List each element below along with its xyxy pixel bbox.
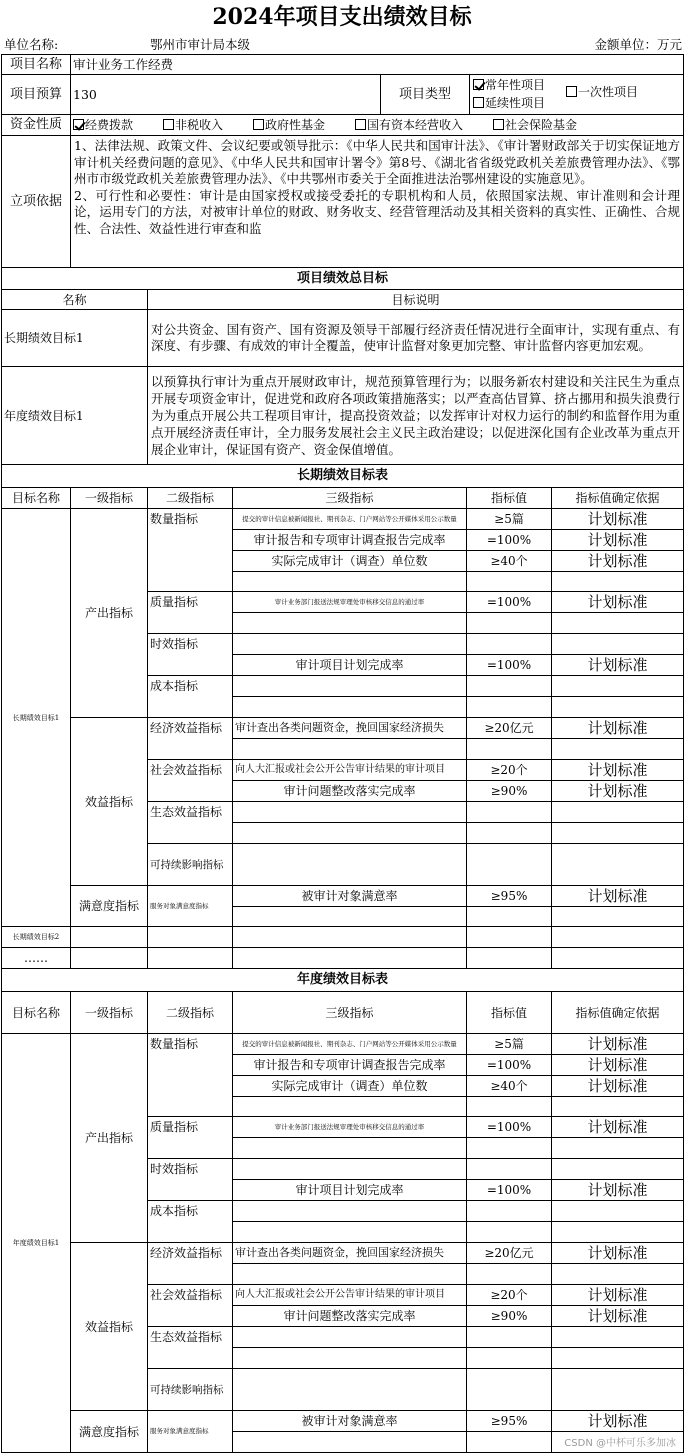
level3-public-report: 向人大汇报或社会公开公告审计结果的审计项目 — [233, 1285, 467, 1306]
level3-media-count: 提交的审计信息被新闻报社、期刊杂志、门户网站等公开媒体采用公示数量 — [233, 1034, 467, 1055]
overall-targets-table — [1, 267, 684, 465]
checkbox-icon — [493, 119, 504, 130]
basis-paragraph-1: 1、法律法规、政策文件、会议纪要或领导批示：《中华人民共和国审计法》、《审计署财政部关于切实保证地方审计机关经费问题的意见》、《中华人民共和国审计署令》第8号、《湖北省省级党政机关差旅费管理办法》、《鄂州市市级党政机关差旅费管理办法》、《中共鄂州市委关于全面推进法治鄂州建设的实施意见》。 — [74, 138, 681, 186]
long-target2-label: 长期绩效目标2 — [2, 927, 71, 948]
value-units-audited: ≥40个 — [467, 551, 552, 572]
amount-unit: 金额单位：万元 — [594, 37, 682, 52]
long-target1-label: 长期绩效目标1 — [2, 509, 71, 927]
long-table-title: 长期绩效目标表 — [2, 465, 684, 488]
col-level1: 一级指标 — [71, 992, 148, 1034]
value-rectification: ≥90% — [467, 781, 552, 802]
cost-indicator: 成本指标 — [148, 676, 233, 718]
fund-option-govfund[interactable]: 政府性基金 — [253, 117, 325, 133]
basis-plan: 计划标准 — [552, 718, 684, 739]
basis-plan: 计划标准 — [552, 551, 684, 572]
col-level1: 一级指标 — [71, 488, 148, 509]
type-option-onetime[interactable]: 一次性项目 — [566, 84, 638, 100]
col-level3: 三级指标 — [233, 488, 467, 509]
overall-col-desc: 目标说明 — [148, 290, 684, 310]
fund-nature-options — [71, 115, 684, 136]
cost-indicator: 成本指标 — [148, 1201, 233, 1243]
project-name-value: 审计业务工作经费 — [71, 55, 684, 75]
checkbox-checked-icon — [73, 119, 84, 130]
sustain-indicator: 可持续影响指标 — [148, 844, 233, 886]
value-plan-completion: =100% — [467, 655, 552, 676]
budget-value: 130 — [71, 75, 381, 115]
col-basis: 指标值确定依据 — [552, 488, 684, 509]
fund-option-appropriation[interactable]: 经费拨款 — [73, 117, 133, 133]
page-title: 2024年项目支出绩效目标 — [212, 4, 472, 30]
service-sat-indicator: 服务对象满意度指标 — [148, 886, 233, 927]
value-pass-rate: =100% — [467, 592, 552, 613]
level3-media-count: 提交的审计信息被新闻报社、期刊杂志、门户网站等公开媒体采用公示数量 — [233, 509, 467, 530]
basis-plan: 计划标准 — [552, 530, 684, 551]
project-name-label: 项目名称 — [2, 55, 71, 75]
social-indicator: 社会效益指标 — [148, 1285, 233, 1327]
basis-plan: 计划标准 — [552, 1117, 684, 1138]
basis-paragraph-2: 2、可行性和必要性：审计是由国家授权或接受委托的专职机构和人员，依照国家法规、审计准则和会计理论，运用专门的方法，对被审计单位的财政、财务收支、经营管理活动及其相关资料的真实性、正确性、合规性、合法性、效益性进行审查和监 — [74, 187, 681, 236]
basis-plan: 计划标准 — [552, 1034, 684, 1055]
level3-report-completion: 审计报告和专项审计调查报告完成率 — [233, 530, 467, 551]
basis-text — [71, 136, 684, 268]
level3-pass-rate: 审计业务部门报送法规审理处审核移交信息的通过率 — [233, 592, 467, 613]
type-option-annual[interactable]: 常年性项目 — [473, 77, 545, 93]
basis-plan: 计划标准 — [552, 760, 684, 781]
quantity-indicator: 数量指标 — [148, 509, 233, 592]
fund-option-socialinsurance[interactable]: 社会保险基金 — [493, 117, 577, 133]
checkbox-icon — [253, 119, 264, 130]
benefit-indicator: 效益指标 — [71, 718, 148, 886]
col-level3: 三级指标 — [233, 992, 467, 1034]
value-media-count: ≥5篇 — [467, 509, 552, 530]
economic-indicator: 经济效益指标 — [148, 1243, 233, 1285]
col-target-name: 目标名称 — [2, 992, 71, 1034]
level3-report-completion: 审计报告和专项审计调查报告完成率 — [233, 1055, 467, 1076]
checkbox-icon — [355, 119, 366, 130]
project-type-label: 项目类型 — [381, 75, 470, 115]
value-rectification: ≥90% — [467, 1306, 552, 1327]
value-report-completion: =100% — [467, 1055, 552, 1076]
basis-label: 立项依据 — [2, 136, 71, 268]
level3-plan-completion: 审计项目计划完成率 — [233, 655, 467, 676]
col-value: 指标值 — [467, 992, 552, 1034]
social-indicator: 社会效益指标 — [148, 760, 233, 802]
long-target-label: 长期绩效目标1 — [2, 310, 148, 367]
basis-plan: 计划标准 — [552, 1243, 684, 1264]
checkbox-icon — [566, 86, 577, 97]
quantity-indicator: 数量指标 — [148, 1034, 233, 1117]
level3-economic-loss: 审计查出各类问题资金，挽回国家经济损失 — [233, 1243, 467, 1264]
level3-economic-loss: 审计查出各类问题资金，挽回国家经济损失 — [233, 718, 467, 739]
basis-plan: 计划标准 — [552, 1076, 684, 1097]
basis-plan: 计划标准 — [552, 655, 684, 676]
overall-section-title: 项目绩效总目标 — [2, 268, 684, 290]
long-ellipsis: …… — [2, 948, 71, 969]
value-units-audited: ≥40个 — [467, 1076, 552, 1097]
value-public-report: ≥20个 — [467, 760, 552, 781]
fund-option-statecapital[interactable]: 国有资本经营收入 — [355, 117, 463, 133]
year-target-desc: 以预算执行审计为重点开展财政审计，规范预算管理行为；以服务新农村建设和关注民生为重点开展专项资金审计，促进党和政府各项政策措施落实；以严查高估冒算、挤占挪用和损失浪费行为为重点开展公共工程项目审计，提高投资效益；以发挥审计对权力运行的制约和监督作用为重点开展经济责任审计，全力服务发展社会主义民主政治建设；以促进深化国有企业改革为重点开展企业审计，保证国有资产、资金保值增值。 — [148, 367, 684, 465]
benefit-indicator: 效益指标 — [71, 1243, 148, 1411]
level3-public-report: 向人大汇报或社会公开公告审计结果的审计项目 — [233, 760, 467, 781]
value-satisfaction: ≥95% — [467, 1411, 552, 1432]
satisfaction-indicator: 满意度指标 — [71, 886, 148, 927]
watermark: CSDN @中杯可乐多加冰 — [564, 1438, 676, 1449]
service-sat-indicator: 服务对象满意度指标 — [148, 1411, 233, 1453]
value-plan-completion: =100% — [467, 1180, 552, 1201]
level3-satisfaction: 被审计对象满意率 — [233, 1411, 467, 1432]
timeliness-indicator: 时效指标 — [148, 634, 233, 676]
value-media-count: ≥5篇 — [467, 1034, 552, 1055]
level3-plan-completion: 审计项目计划完成率 — [233, 1180, 467, 1201]
checkbox-checked-icon — [473, 79, 484, 90]
fund-nature-label: 资金性质 — [2, 115, 71, 136]
col-basis: 指标值确定依据 — [552, 992, 684, 1034]
basis-plan: 计划标准 — [552, 1411, 684, 1432]
budget-label: 项目预算 — [2, 75, 71, 115]
economic-indicator: 经济效益指标 — [148, 718, 233, 760]
value-economic-loss: ≥20亿元 — [467, 718, 552, 739]
quality-indicator: 质量指标 — [148, 592, 233, 634]
timeliness-indicator: 时效指标 — [148, 1159, 233, 1201]
level3-satisfaction: 被审计对象满意率 — [233, 886, 467, 907]
year-table-title: 年度绩效目标表 — [2, 969, 684, 992]
basic-info-table — [1, 54, 684, 268]
basis-plan: 计划标准 — [552, 1180, 684, 1201]
eco-indicator: 生态效益指标 — [148, 802, 233, 844]
checkbox-icon — [473, 97, 484, 108]
quality-indicator: 质量指标 — [148, 1117, 233, 1159]
long-term-target-table — [1, 464, 684, 969]
value-report-completion: =100% — [467, 530, 552, 551]
fund-option-nontax[interactable]: 非税收入 — [163, 117, 223, 133]
output-indicator: 产出指标 — [71, 509, 148, 718]
col-level2: 二级指标 — [148, 992, 233, 1034]
value-public-report: ≥20个 — [467, 1285, 552, 1306]
type-option-continuing[interactable]: 延续性项目 — [473, 95, 545, 111]
unit-line — [4, 36, 682, 54]
value-satisfaction: ≥95% — [467, 886, 552, 907]
year-target-label: 年度绩效目标1 — [2, 367, 148, 465]
unit-value: 鄂州市审计局本级 — [150, 37, 251, 52]
unit-label: 单位名称: — [4, 37, 59, 52]
satisfaction-indicator: 满意度指标 — [71, 1411, 148, 1453]
level3-rectification: 审计问题整改落实完成率 — [233, 781, 467, 802]
year-target1-label: 年度绩效目标1 — [2, 1034, 71, 1453]
checkbox-icon — [163, 119, 174, 130]
basis-plan: 计划标准 — [552, 781, 684, 802]
level3-units-audited: 实际完成审计（调查）单位数 — [233, 1076, 467, 1097]
basis-plan: 计划标准 — [552, 509, 684, 530]
level3-rectification: 审计问题整改落实完成率 — [233, 1306, 467, 1327]
output-indicator: 产出指标 — [71, 1034, 148, 1243]
basis-plan: 计划标准 — [552, 886, 684, 907]
value-economic-loss: ≥20亿元 — [467, 1243, 552, 1264]
eco-indicator: 生态效益指标 — [148, 1327, 233, 1369]
project-type-options — [470, 75, 684, 115]
col-level2: 二级指标 — [148, 488, 233, 509]
yearly-target-table — [1, 968, 684, 1453]
sustain-indicator: 可持续影响指标 — [148, 1369, 233, 1411]
basis-plan: 计划标准 — [552, 1306, 684, 1327]
level3-units-audited: 实际完成审计（调查）单位数 — [233, 551, 467, 572]
basis-plan: 计划标准 — [552, 1055, 684, 1076]
level3-pass-rate: 审计业务部门报送法规审理处审核移交信息的通过率 — [233, 1117, 467, 1138]
long-target-desc: 对公共资金、国有资产、国有资源及领导干部履行经济责任情况进行全面审计，实现有重点、有深度、有步骤、有成效的审计全覆盖，使审计监督对象更加完整、审计监督内容更加宏观。 — [148, 310, 684, 367]
value-pass-rate: =100% — [467, 1117, 552, 1138]
col-value: 指标值 — [467, 488, 552, 509]
col-target-name: 目标名称 — [2, 488, 71, 509]
basis-plan: 计划标准 — [552, 1285, 684, 1306]
basis-plan: 计划标准 — [552, 592, 684, 613]
overall-col-name: 名称 — [2, 290, 148, 310]
